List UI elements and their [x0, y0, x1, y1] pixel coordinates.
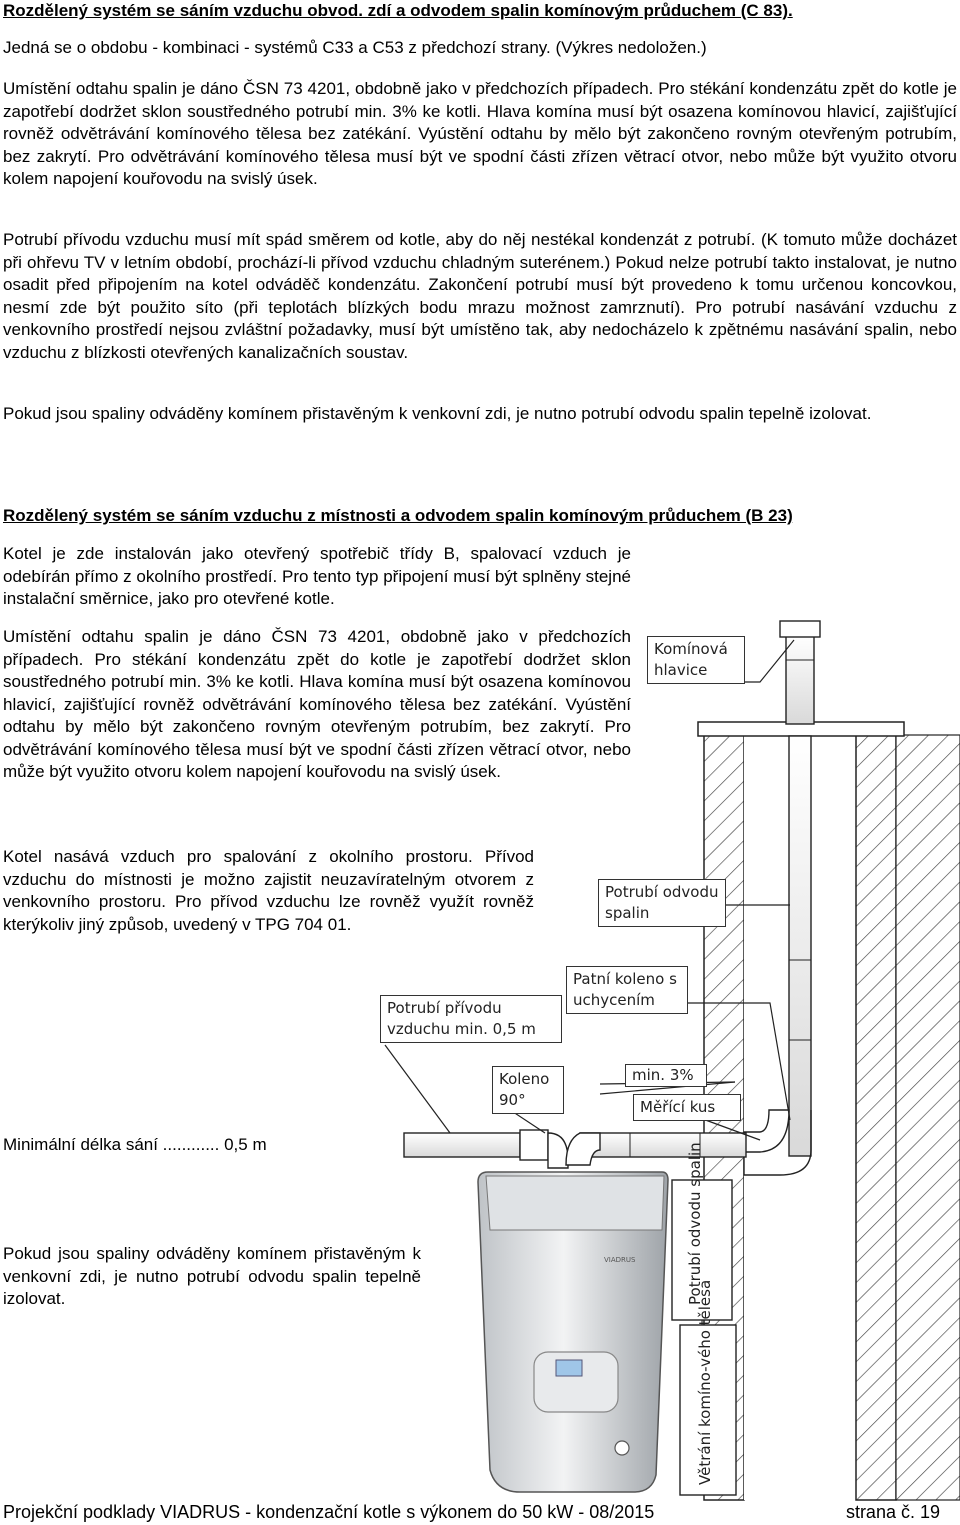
section1-paragraph-flue: Umístění odtahu spalin je dáno ČSN 73 4201, obdobně jako v předchozích případech. Pro stékání kondenzátu zpět do kotle je zapotřebí dodržet sklon soustředného potrubí min. 3% ke kotli. Hlava komína musí být osazena komínovou hlavicí, zajišťující rovněž odvětrávání komínového tělesa bez zatékání. Vyústění odtahu by mělo být zakončeno rovným otevřeným potrubím, bez zakrytí. Pro odvětrávání komínového tělesa musí být ve spodní části zřízen větrací otvor, nebo může být využito otvoru kolem napojení kouřovodu na svislý úsek.	[3, 79, 957, 188]
svg-text:Větrání komíno-vého tělesa	[696, 1280, 714, 1485]
section1-intro: Jedná se o obdobu - kombinaci - systémů C33 a C53 z předchozí strany. (Výkres nedoložen.)	[3, 38, 707, 57]
section2-paragraph-air-supply: Kotel nasává vzduch pro spalování z okolního prostoru. Přívod vzduchu do místnosti je možno zajistit neuzavíratelným otvorem z venkovního prostoru. Pro přívod vzduchu lze rovněž využít rovněž kterýkoliv jiný způsob, uvedený v TPG 704 01.	[3, 847, 534, 934]
section1-heading: Rozdělený systém se sáním vzduchu obvod. zdí a odvodem spalin komínovým průduchem (C 83).	[3, 1, 793, 20]
section2-heading: Rozdělený systém se sáním vzduchu z místnosti a odvodem spalin komínovým průduchem (B 23)	[3, 506, 793, 525]
horizontal-flue-pipe	[580, 1133, 746, 1157]
label-chimney-cap: Komínová hlavice	[647, 636, 745, 684]
label-vertical-flue: Potrubí odvodu spalin	[686, 1142, 704, 1305]
building-wall	[896, 735, 960, 1500]
vertical-flue-pipe	[789, 736, 811, 1156]
label-vent: Větrání komíno-vého tělesa	[696, 1279, 714, 1485]
label-elbow: Koleno 90°	[492, 1066, 564, 1114]
footer-page-number: strana č. 19	[845, 1502, 940, 1522]
section2-paragraph-flue: Umístění odtahu spalin je dáno ČSN 73 4201, obdobně jako v předchozích případech. Pro stékání kondenzátu zpět do kotle je zapotřebí dodržet sklon soustředného potrubí min. 3% ke kotli. Hlava komína musí být osazena komínovou hlavicí, zajišťující rovněž odvětrávání komínového tělesa bez zatékání. Vyústění odtahu by mělo být zakončeno rovným otevřeným potrubím, bez zakrytí. Pro odvětrávání komínového tělesa musí být ve spodní části zřízen větrací otvor, nebo může být využito otvoru kolem napojení kouřovodu na svislý úsek.	[3, 627, 631, 781]
section1-paragraph-air: Potrubí přívodu vzduchu musí mít spád směrem od kotle, aby do něj nestékal kondenzát z potrubí. (K tomuto může docházet při ohřevu TV v letním období, prochází-li přívod vzduchu chladným suterénem.) Pokud nelze potrubí takto instalovat, je nutno osadit před připojením na kotel odváděč kondenzátu. Zakončení potrubí musí být provedeno k tomu určenou koncovkou, nesmí zde být použito síto (při teplotách blízkých bodu mrazu možnost zamrznutí). Pro potrubí nasávání vzduchu z venkovního prostředí nejsou zvláštní požadavky, musí být umístěno tak, aby nedocházelo k zpětnému nasávání spalin, nebo vzduchu z blízkosti otevřených kanalizačních soustav.	[3, 230, 957, 362]
label-flue-pipe: Potrubí odvodu spalin	[598, 879, 726, 927]
chimney-wall-right	[856, 735, 896, 1500]
air-intake-pipe	[404, 1133, 520, 1157]
label-slope: min. 3%	[625, 1064, 707, 1087]
label-air-pipe: Potrubí přívodu vzduchu min. 0,5 m	[380, 995, 562, 1043]
min-intake-length: Minimální délka sání ............ 0,5 m	[3, 1135, 267, 1154]
section2-paragraph-class-b: Kotel je zde instalován jako otevřený spotřebič třídy B, spalovací vzduch je odebírán přímo z okolního prostředí. Pro tento typ připojení musí být splněny stejné instalační směrnice, jako pro otevřené kotle.	[3, 544, 631, 608]
footer-left: Projekční podklady VIADRUS - kondenzační kotle s výkonem do 50 kW - 08/2015	[3, 1502, 655, 1522]
section2-paragraph-insulation: Pokud jsou spaliny odváděny komínem přistavěným k venkovní zdi, je nutno potrubí odvodu spalin tepelně izolovat.	[3, 1244, 421, 1308]
label-measure: Měřící kus	[633, 1094, 741, 1121]
section1-paragraph-insulation: Pokud jsou spaliny odváděny komínem přistavěným k venkovní zdi, je nutno potrubí odvodu spalin tepelně izolovat.	[3, 404, 872, 423]
boiler-brand: VIADRUS	[604, 1256, 636, 1264]
label-foot-elbow: Patní koleno s uchycením	[566, 966, 688, 1014]
chimney-cap	[786, 636, 814, 724]
